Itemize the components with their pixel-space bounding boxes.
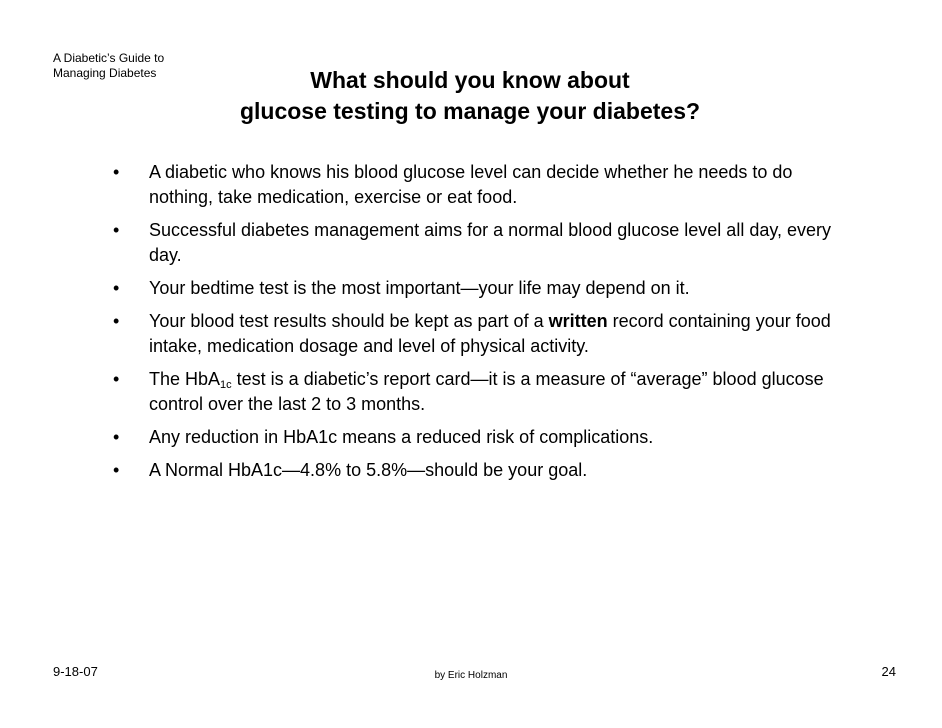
bullet-text-before: The HbA — [149, 369, 221, 389]
bullet-text: A diabetic who knows his blood glucose level can decide whether he needs to do nothing, take medication, exercise or eat food. — [149, 162, 793, 207]
slide-title-line2: glucose testing to manage your diabetes? — [239, 98, 701, 124]
bullet-marker: • — [113, 369, 120, 389]
bullet-marker: • — [113, 427, 120, 447]
bullet-item — [113, 160, 833, 210]
bullet-emphasis: written — [548, 311, 608, 331]
bullet-text: Any reduction in HbA1c means a reduced risk of complications. — [149, 427, 654, 447]
bullet-marker: • — [113, 460, 120, 480]
slide-title-line1: What should you know about — [310, 67, 630, 93]
bullet-marker: • — [113, 278, 120, 298]
bullet-item — [113, 218, 833, 268]
bullet-marker: • — [113, 162, 120, 182]
bullet-item — [113, 425, 833, 450]
page-number: 24 — [881, 664, 896, 679]
bullet-marker: • — [113, 220, 120, 240]
bullet-list — [113, 160, 833, 491]
bullet-item — [113, 276, 833, 301]
bullet-text-before: Your blood test results should be kept as part of a — [149, 311, 549, 331]
bullet-text-after: test is a diabetic’s report card—it is a measure of “average” blood glucose control over the last 2 to 3 months. — [149, 369, 824, 414]
slide-title — [120, 65, 820, 127]
bullet-item — [113, 458, 833, 483]
bullet-text: Your bedtime test is the most important—your life may depend on it. — [149, 278, 690, 298]
footer-date: 9-18-07 — [53, 664, 98, 679]
footer-author: by Eric Holzman — [434, 670, 508, 681]
bullet-item — [113, 309, 833, 359]
bullet-text: A Normal HbA1c—4.8% to 5.8%—should be your goal. — [149, 460, 588, 480]
bullet-text: Successful diabetes management aims for a normal blood glucose level all day, every day. — [149, 220, 832, 265]
bullet-subscript: 1c — [220, 379, 232, 391]
bullet-text-after: record containing your food intake, medication dosage and level of physical activity. — [149, 311, 831, 356]
bullet-item — [113, 367, 833, 417]
bullet-marker: • — [113, 311, 120, 331]
header-caption-line1: A Diabetic’s Guide to — [53, 51, 165, 65]
header-caption-line2: Managing Diabetes — [53, 66, 157, 80]
